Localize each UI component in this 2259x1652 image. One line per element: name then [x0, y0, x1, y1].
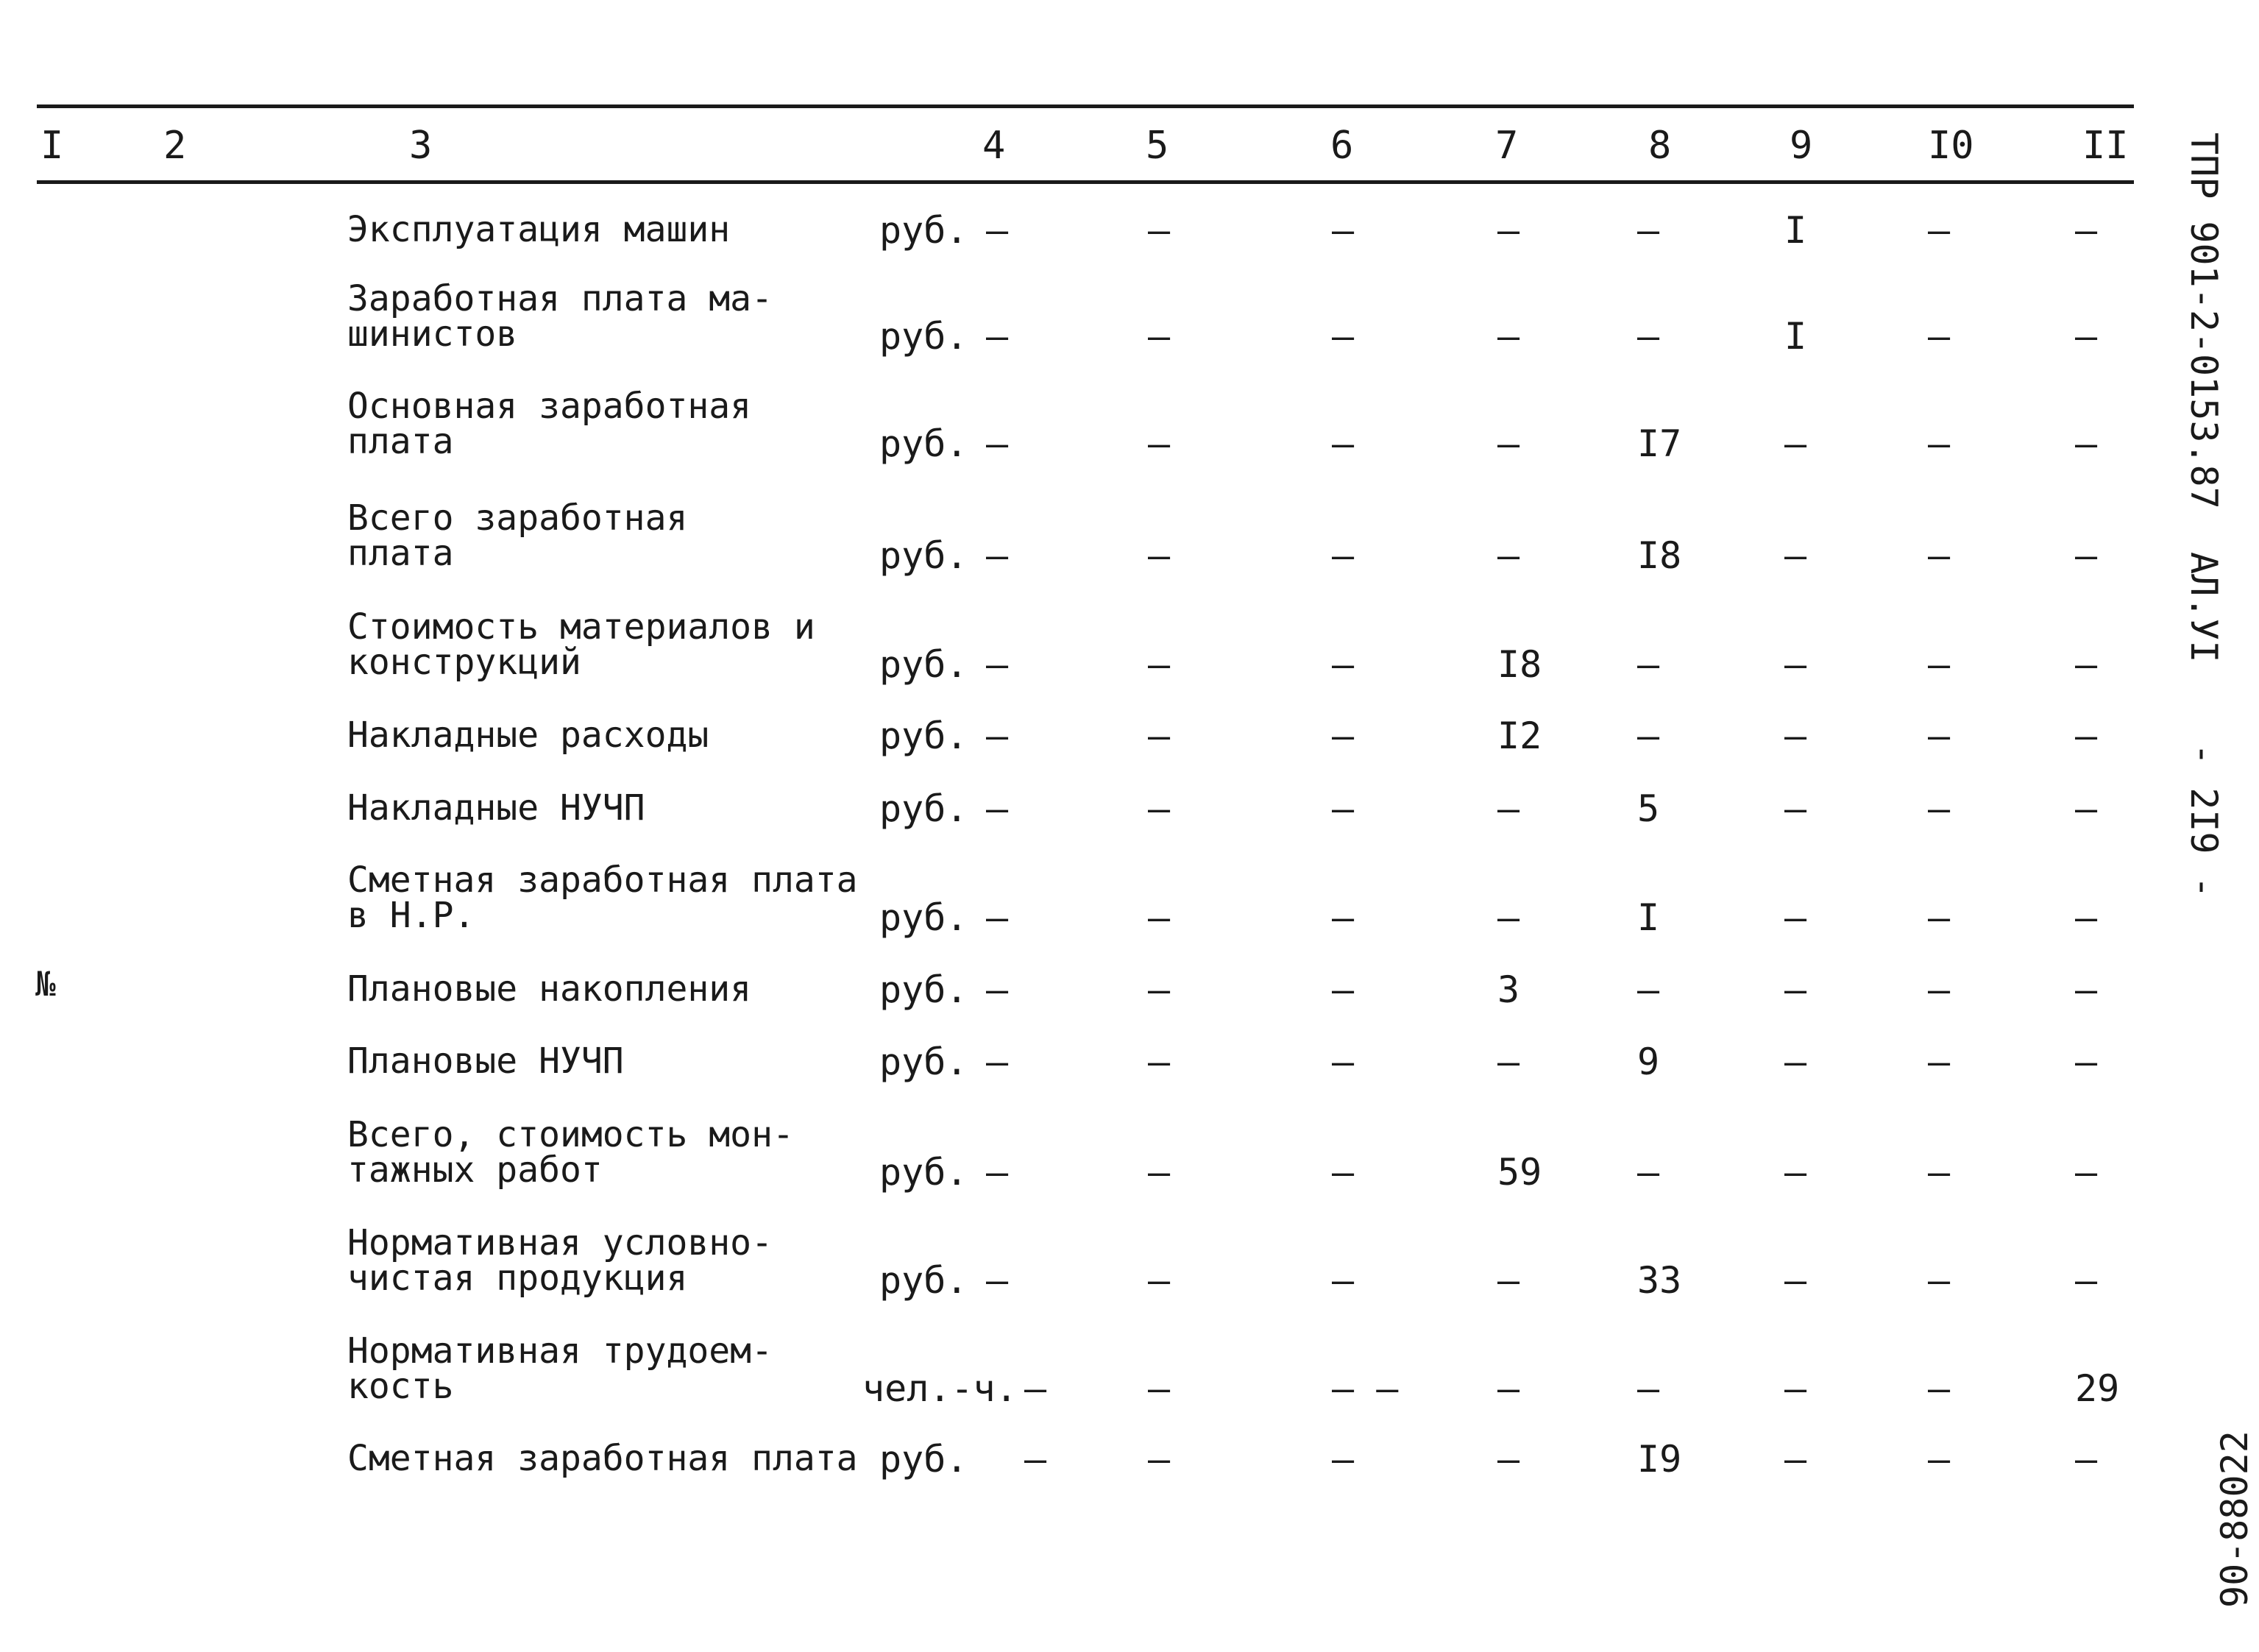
cell-col8: 9 [1637, 1041, 1660, 1083]
cell-col6: – [1332, 968, 1355, 1011]
row-name: Всего заработная плата [347, 497, 688, 574]
cell-col6: – [1332, 643, 1355, 686]
cell-col4: – [986, 787, 1009, 830]
cell-col9: – [1784, 968, 1807, 1011]
cell-col6: – [1332, 209, 1355, 252]
cell-col4: – [986, 422, 1009, 465]
side-album-code: АЛ.УI [2182, 552, 2225, 663]
cell-col7: I2 [1497, 715, 1542, 757]
cell-col6: – [1332, 422, 1355, 465]
cell-col8: – [1637, 715, 1660, 757]
cell-col6: – [1332, 1151, 1355, 1194]
col-header-6: 6 [1330, 124, 1354, 168]
cell-col10: – [1928, 534, 1951, 577]
col-header-4: 4 [982, 124, 1006, 168]
cell-col8: – [1637, 315, 1660, 358]
cell-col5: – [1148, 1041, 1171, 1083]
cell-col4: – [986, 968, 1009, 1011]
cell-col10: – [1928, 1438, 1951, 1481]
cell-col11: – [2075, 315, 2098, 358]
cell-col8: – [1637, 643, 1660, 686]
cell-col11: – [2075, 209, 2098, 252]
row-unit: руб. [879, 715, 968, 757]
cell-col7: – [1497, 422, 1520, 465]
cell-col10: – [1928, 1151, 1951, 1194]
cell-col10: – [1928, 1367, 1951, 1410]
side-document-code: ТПР 901-2-0153.87 [2182, 132, 2225, 509]
cell-col8: – [1637, 1367, 1660, 1410]
cell-col6: – – [1332, 1367, 1399, 1410]
cell-col5: – [1148, 1259, 1171, 1302]
col-header-1: I [40, 124, 64, 168]
col-header-2: 2 [163, 124, 187, 168]
cell-col10: – [1928, 422, 1951, 465]
row-name: Заработная плата ма- шинистов [347, 278, 773, 355]
row-name: Нормативная трудоем- кость [347, 1330, 773, 1407]
header-rule [37, 180, 2134, 184]
cell-col6: – [1332, 787, 1355, 830]
col-header-5: 5 [1146, 124, 1169, 168]
cell-col11: – [2075, 1151, 2098, 1194]
cell-col5: – [1148, 1151, 1171, 1194]
row-unit: руб. [879, 1041, 968, 1083]
cell-col7: I8 [1497, 643, 1542, 686]
cell-col5: – [1148, 643, 1171, 686]
cell-col9: – [1784, 1259, 1807, 1302]
cell-col7: – [1497, 209, 1520, 252]
cell-col5: – [1148, 534, 1171, 577]
col-header-3: 3 [409, 124, 433, 168]
cell-col5: – [1148, 209, 1171, 252]
row-unit: руб. [879, 534, 968, 577]
cell-col11: – [2075, 715, 2098, 757]
cell-col9: – [1784, 422, 1807, 465]
top-rule [37, 104, 2134, 108]
cell-col7: – [1497, 1438, 1520, 1481]
row-name: Сметная заработная плата [347, 1438, 858, 1479]
cell-col9: – [1784, 787, 1807, 830]
cell-col11: – [2075, 643, 2098, 686]
cell-col4: – [986, 643, 1009, 686]
cell-col7: 3 [1497, 968, 1520, 1011]
row-unit: руб. [879, 643, 968, 686]
row-unit: руб. [879, 1151, 968, 1194]
row-name: Накладные НУЧП [347, 787, 645, 829]
row-name: Нормативная условно- чистая продукция [347, 1222, 773, 1299]
cell-col9: – [1784, 896, 1807, 939]
row-name: Стоимость материалов и конструкций [347, 606, 815, 683]
cell-col11: 29 [2075, 1367, 2120, 1410]
row-name: Эксплуатация машин [347, 209, 731, 250]
cell-col11: – [2075, 1041, 2098, 1083]
cell-col9: I [1784, 315, 1807, 358]
cell-col7: – [1497, 1367, 1520, 1410]
cell-col4: – [986, 534, 1009, 577]
col-header-11: II [2082, 124, 2129, 168]
row-unit: руб. [879, 315, 968, 358]
cell-col10: – [1928, 1041, 1951, 1083]
row-name: Накладные расходы [347, 715, 709, 756]
cell-col8: – [1637, 1151, 1660, 1194]
row-name: Сметная заработная плата в Н.Р. [347, 859, 858, 936]
cell-col4: – [986, 1041, 1009, 1083]
cell-col9: – [1784, 534, 1807, 577]
row-name: Плановые накопления [347, 968, 752, 1010]
cell-col5: – [1148, 787, 1171, 830]
cell-col9: – [1784, 1041, 1807, 1083]
row-unit: чел.-ч. [862, 1367, 1018, 1410]
cell-col9: – [1784, 715, 1807, 757]
cell-col5: – [1148, 1438, 1171, 1481]
cell-col5: – [1148, 422, 1171, 465]
cell-col4: – [986, 896, 1009, 939]
row-unit: руб. [879, 787, 968, 830]
cell-col11: – [2075, 787, 2098, 830]
cell-col10: – [1928, 787, 1951, 830]
cell-col4: – [986, 209, 1009, 252]
cell-col6: – [1332, 715, 1355, 757]
row-unit: руб. [879, 1438, 968, 1481]
row-name: Всего, стоимость мон- тажных работ [347, 1114, 794, 1191]
cell-col6: – [1332, 534, 1355, 577]
cell-col4: – [986, 715, 1009, 757]
cell-col10: – [1928, 968, 1951, 1011]
cell-col8: 5 [1637, 787, 1660, 830]
cell-col9: – [1784, 643, 1807, 686]
cell-col9: – [1784, 1367, 1807, 1410]
cell-col6: – [1332, 1041, 1355, 1083]
side-inventory-number: 90-88022 [2213, 1431, 2256, 1608]
cell-col5: – [1148, 896, 1171, 939]
cell-col6: – [1332, 1438, 1355, 1481]
cell-col11: – [2075, 1259, 2098, 1302]
row-name: Основная заработная плата [347, 386, 752, 462]
col-header-9: 9 [1790, 124, 1813, 168]
row-name: Плановые НУЧП [347, 1041, 624, 1082]
cell-col7: 59 [1497, 1151, 1542, 1194]
cell-col7: – [1497, 787, 1520, 830]
cell-col7: – [1497, 534, 1520, 577]
row-unit: руб. [879, 896, 968, 939]
cell-col11: – [2075, 896, 2098, 939]
cell-col5: – [1148, 315, 1171, 358]
cell-col11: – [2075, 968, 2098, 1011]
side-page-number: - 2I9 - [2182, 743, 2225, 898]
cell-col7: – [1497, 896, 1520, 939]
cell-col9: – [1784, 1438, 1807, 1481]
cell-col8: 33 [1637, 1259, 1682, 1302]
cell-col10: – [1928, 643, 1951, 686]
cell-col8: I9 [1637, 1438, 1682, 1481]
cell-col5: – [1148, 968, 1171, 1011]
cell-col8: I8 [1637, 534, 1682, 577]
cell-col10: – [1928, 209, 1951, 252]
cell-col4: – [986, 1151, 1009, 1194]
cell-col10: – [1928, 715, 1951, 757]
cell-col8: – [1637, 209, 1660, 252]
cell-col5: – [1148, 715, 1171, 757]
cell-col7: – [1497, 1259, 1520, 1302]
col-header-10: I0 [1928, 124, 1974, 168]
cell-col5: – [1148, 1367, 1171, 1410]
col-header-8: 8 [1648, 124, 1672, 168]
cell-col8: I7 [1637, 422, 1682, 465]
row-unit: руб. [879, 422, 968, 465]
cell-col4: – [1024, 1438, 1047, 1481]
row-unit: руб. [879, 968, 968, 1011]
cell-col10: – [1928, 896, 1951, 939]
cell-col10: – [1928, 1259, 1951, 1302]
cell-col11: – [2075, 534, 2098, 577]
cell-col6: – [1332, 896, 1355, 939]
cell-col9: I [1784, 209, 1807, 252]
margin-mark: № [35, 964, 56, 1004]
cell-col6: – [1332, 1259, 1355, 1302]
cell-col8: – [1637, 968, 1660, 1011]
col-header-7: 7 [1495, 124, 1519, 168]
cell-col9: – [1784, 1151, 1807, 1194]
row-unit: руб. [879, 1259, 968, 1302]
cell-col7: – [1497, 315, 1520, 358]
cell-col7: – [1497, 1041, 1520, 1083]
cell-col11: – [2075, 1438, 2098, 1481]
cell-col4: – [986, 315, 1009, 358]
cell-col8: I [1637, 896, 1660, 939]
cell-col4: – [986, 1259, 1009, 1302]
cell-col6: – [1332, 315, 1355, 358]
cell-col4: – [1024, 1367, 1047, 1410]
cell-col11: – [2075, 422, 2098, 465]
cell-col10: – [1928, 315, 1951, 358]
row-unit: руб. [879, 209, 968, 252]
